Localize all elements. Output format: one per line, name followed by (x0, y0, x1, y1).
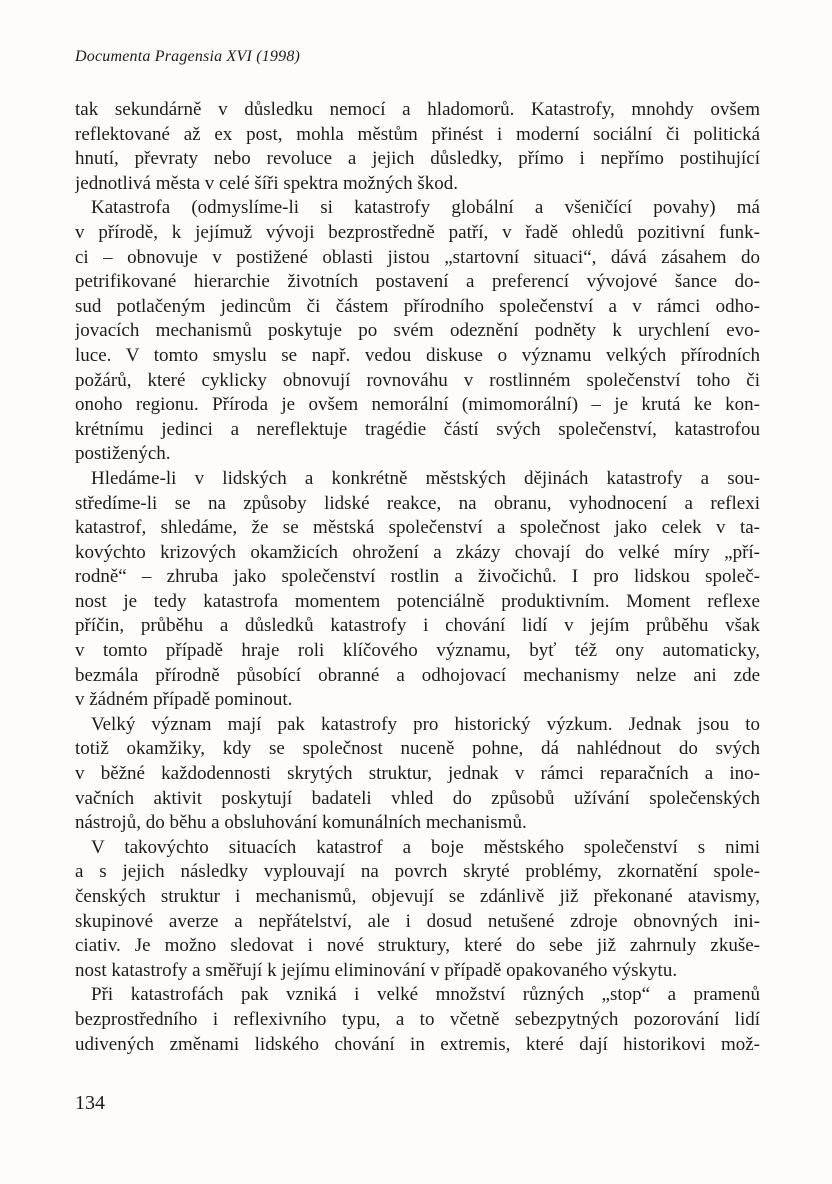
text-line: onoho regionu. Příroda je ovšem nemorální (mimomorální) – je krutá ke kon- (75, 394, 760, 416)
text-line: tak sekundárně v důsledku nemocí a hladomorů. Katastrofy, mnohdy ovšem (75, 99, 760, 120)
text-line: luce. V tomto smyslu se např. vedou diskuse o významu velkých přírodních (75, 344, 760, 366)
text-line: kovýchto krizových okamžicích ohrožení a zkázy chovají do velké míry „pří- (75, 541, 760, 563)
body-text (75, 98, 760, 1057)
text-line: sud potlačeným jedincům či částem přírodního společenství a v rámci odho- (75, 295, 760, 317)
text-line: bezmála přírodně působící obranné a odhojovací mechanismy nelze ani zde (75, 664, 760, 686)
text-line: středíme-li se na způsoby lidské reakce, na obranu, vyhodnocení a reflexi (75, 492, 760, 514)
text-line: udivených změnami lidského chování in extremis, které dají historikovi mož- (75, 1033, 760, 1055)
paragraph (75, 713, 760, 836)
text-line: petrifikované hierarchie životních postavení a preferencí vývojové šance do- (75, 271, 760, 293)
text-line: postižených. (75, 443, 171, 465)
text-line: nástrojů, do běhu a obsluhování komunálních mechanismů. (75, 812, 527, 834)
text-line: Velký význam mají pak katastrofy pro historický výzkum. Jednak jsou to (91, 713, 760, 735)
text-line: v běžné každodennosti skrytých struktur, jednak v rámci reparačních a ino- (75, 763, 760, 785)
paragraph (75, 983, 760, 1057)
paragraph (75, 467, 760, 713)
running-header: Documenta Pragensia XVI (1998) (75, 48, 301, 65)
text-line: katastrof, shledáme, že se městská společenství a společnost jako celek v ta- (75, 517, 760, 539)
text-line: v žádném případě pominout. (75, 689, 293, 711)
text-line: nost katastrofy a směřují k jejímu eliminování v případě opakovaného výskytu. (75, 959, 678, 981)
text-line: v přírodě, k jejímuž vývoji bezprostředně patří, v řadě ohledů pozitivní funk- (75, 221, 760, 243)
text-line: Hledáme-li v lidských a konkrétně městských dějinách katastrofy a sou- (91, 467, 760, 489)
text-line: čenských struktur i mechanismů, objevují se zdánlivě již překonané atavismy, (75, 886, 760, 907)
page-number: 134 (75, 1092, 105, 1114)
text-line: krétnímu jedinci a nereflektuje tragédie částí svých společenství, katastrofou (75, 418, 760, 440)
text-line: totiž okamžiky, kdy se společnost nuceně pohne, dá nahlédnout do svých (75, 738, 760, 760)
text-line: v tomto případě hraje roli klíčového významu, byť též ony automaticky, (75, 640, 760, 662)
text-line: V takovýchto situacích katastrof a boje městského společenství s nimi (91, 836, 760, 858)
paragraph (75, 836, 760, 984)
paragraph (75, 98, 760, 196)
text-line: příčin, průběhu a důsledků katastrofy i chování lidí v jejím průběhu však (75, 615, 760, 637)
text-line: a s jejich následky vyplouvají na povrch skryté problémy, zkornatění spole- (75, 861, 760, 883)
text-line: vačních aktivit poskytují badateli vhled do způsobů užívání společenských (75, 787, 760, 809)
text-line: jednotlivá města v celé šíři spektra možných škod. (75, 172, 459, 194)
text-line: nost je tedy katastrofa momentem potenciálně produktivním. Moment reflexe (75, 590, 760, 612)
text-line: ciativ. Je možno sledovat i nové struktury, které do sebe již zahrnuly zkuše- (75, 935, 760, 957)
text-line: reflektované až ex post, mohla městům přinést i moderní sociální či politická (75, 123, 760, 145)
text-line: požárů, které cyklicky obnovují rovnováhu v rostlinném společenství toho či (75, 369, 760, 391)
text-line: Katastrofa (odmyslíme-li si katastrofy globální a všeničící povahy) má (91, 197, 760, 219)
text-line: rodně“ – zhruba jako společenství rostlin a živočichů. I pro lidskou společ- (75, 566, 760, 588)
text-line: hnutí, převraty nebo revoluce a jejich důsledky, přímo i nepřímo postihující (75, 148, 760, 170)
text-line: bezprostředního i reflexivního typu, a to včetně sebezpytných pozorování lidí (75, 1008, 760, 1030)
text-line: skupinové averze a nepřátelství, ale i dosud netušené zdroje obnovných ini- (75, 910, 760, 932)
text-line: jovacích mechanismů poskytuje po svém odeznění podněty k urychlení evo- (75, 320, 760, 342)
text-line: ci – obnovuje v postižené oblasti jistou „startovní situaci“, dává zásahem do (75, 246, 760, 268)
paragraph (75, 196, 760, 467)
text-line: Při katastrofách pak vzniká i velké množství různých „stop“ a pramenů (91, 984, 760, 1006)
